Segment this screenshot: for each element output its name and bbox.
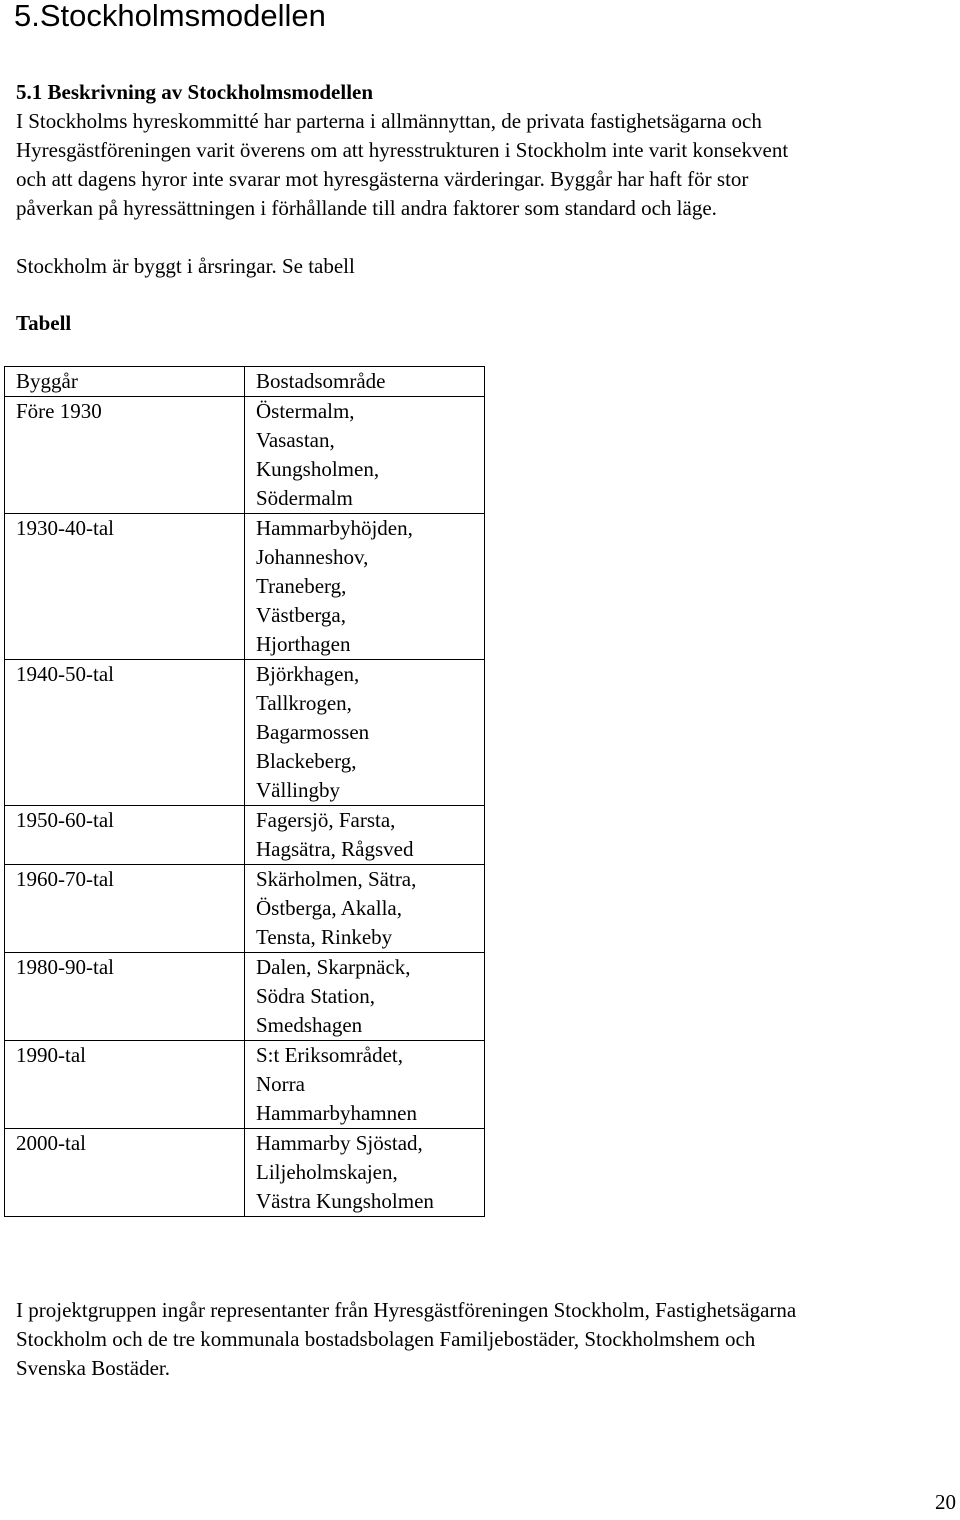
header-byggar: Byggår: [5, 367, 245, 397]
area-line: Blackeberg,: [256, 749, 357, 773]
page-number: 20: [935, 1490, 956, 1514]
area-cell: [245, 660, 485, 806]
stockholm-rings-sentence: Stockholm är byggt i årsringar. Se tabell: [16, 254, 355, 278]
area-line: Bagarmossen: [256, 720, 370, 744]
intro-line: Hyresgästföreningen varit överens om att hyresstrukturen i Stockholm inte varit konsekvent: [16, 138, 789, 162]
area-cell: [245, 806, 485, 865]
area-cell: [245, 953, 485, 1041]
table-row: [5, 397, 485, 514]
table-row: [5, 514, 485, 660]
area-line: Vasastan,: [256, 428, 335, 452]
table-row: [5, 1129, 485, 1217]
year-cell: 2000-tal: [5, 1129, 245, 1217]
area-line: Kungsholmen,: [256, 457, 380, 481]
page-title: 5.Stockholmsmodellen: [14, 0, 326, 33]
area-line: Skärholmen, Sätra,: [256, 867, 417, 891]
year-cell: 1930-40-tal: [5, 514, 245, 660]
table-row: [5, 806, 485, 865]
year-cell: Före 1930: [5, 397, 245, 514]
area-cell: [245, 397, 485, 514]
area-line: Hammarby Sjöstad,: [256, 1131, 423, 1155]
area-line: Tensta, Rinkeby: [256, 925, 393, 949]
area-cell: [245, 865, 485, 953]
area-cell: [245, 1041, 485, 1129]
table-body: [5, 367, 485, 1217]
area-line: Västberga,: [256, 603, 346, 627]
closing-line: I projektgruppen ingår representanter från Hyresgästföreningen Stockholm, Fastighetsägarna: [16, 1298, 797, 1322]
intro-line: påverkan på hyressättningen i förhållande till andra faktorer som standard och läge.: [16, 196, 717, 220]
construction-year-table: [4, 366, 485, 1217]
area-line: Tallkrogen,: [256, 691, 352, 715]
year-cell: 1940-50-tal: [5, 660, 245, 806]
area-line: Vällingby: [256, 778, 340, 802]
intro-line: I Stockholms hyreskommitté har parterna i allmännyttan, de privata fastighetsägarna och: [16, 109, 762, 133]
area-line: Smedshagen: [256, 1013, 363, 1037]
closing-line: Stockholm och de tre kommunala bostadsbolagen Familjebostäder, Stockholmshem och: [16, 1327, 756, 1351]
area-line: Dalen, Skarpnäck,: [256, 955, 411, 979]
intro-line: och att dagens hyror inte svarar mot hyresgästerna värderingar. Byggår har haft för stor: [16, 167, 749, 191]
area-line: Hammarbyhöjden,: [256, 516, 413, 540]
area-line: Hammarbyhamnen: [256, 1101, 417, 1125]
year-cell: 1990-tal: [5, 1041, 245, 1129]
area-line: Johanneshov,: [256, 545, 369, 569]
area-line: Liljeholmskajen,: [256, 1160, 398, 1184]
section-heading: 5.1 Beskrivning av Stockholmsmodellen: [16, 80, 374, 104]
closing-line: Svenska Bostäder.: [16, 1356, 170, 1380]
year-cell: 1960-70-tal: [5, 865, 245, 953]
area-line: Västra Kungsholmen: [256, 1189, 434, 1213]
area-line: Norra: [256, 1072, 305, 1096]
area-line: Björkhagen,: [256, 662, 360, 686]
area-line: Hjorthagen: [256, 632, 351, 656]
area-line: Södermalm: [256, 486, 353, 510]
area-line: Traneberg,: [256, 574, 347, 598]
table-row: [5, 953, 485, 1041]
table-label: Tabell: [16, 311, 72, 335]
area-line: Östberga, Akalla,: [256, 896, 402, 920]
area-line: Södra Station,: [256, 984, 375, 1008]
area-line: S:t Eriksområdet,: [256, 1043, 403, 1067]
table-row: [5, 1041, 485, 1129]
closing-paragraph: [16, 1296, 796, 1383]
year-cell: 1950-60-tal: [5, 806, 245, 865]
area-line: Östermalm,: [256, 399, 355, 423]
area-line: Hagsätra, Rågsved: [256, 837, 414, 861]
area-line: Fagersjö, Farsta,: [256, 808, 396, 832]
table-header-row: [5, 367, 485, 397]
intro-paragraph: [16, 107, 788, 223]
year-cell: 1980-90-tal: [5, 953, 245, 1041]
table-row: [5, 865, 485, 953]
header-bostadsomrade: Bostadsområde: [245, 367, 485, 397]
area-cell: [245, 1129, 485, 1217]
table-row: [5, 660, 485, 806]
area-cell: [245, 514, 485, 660]
